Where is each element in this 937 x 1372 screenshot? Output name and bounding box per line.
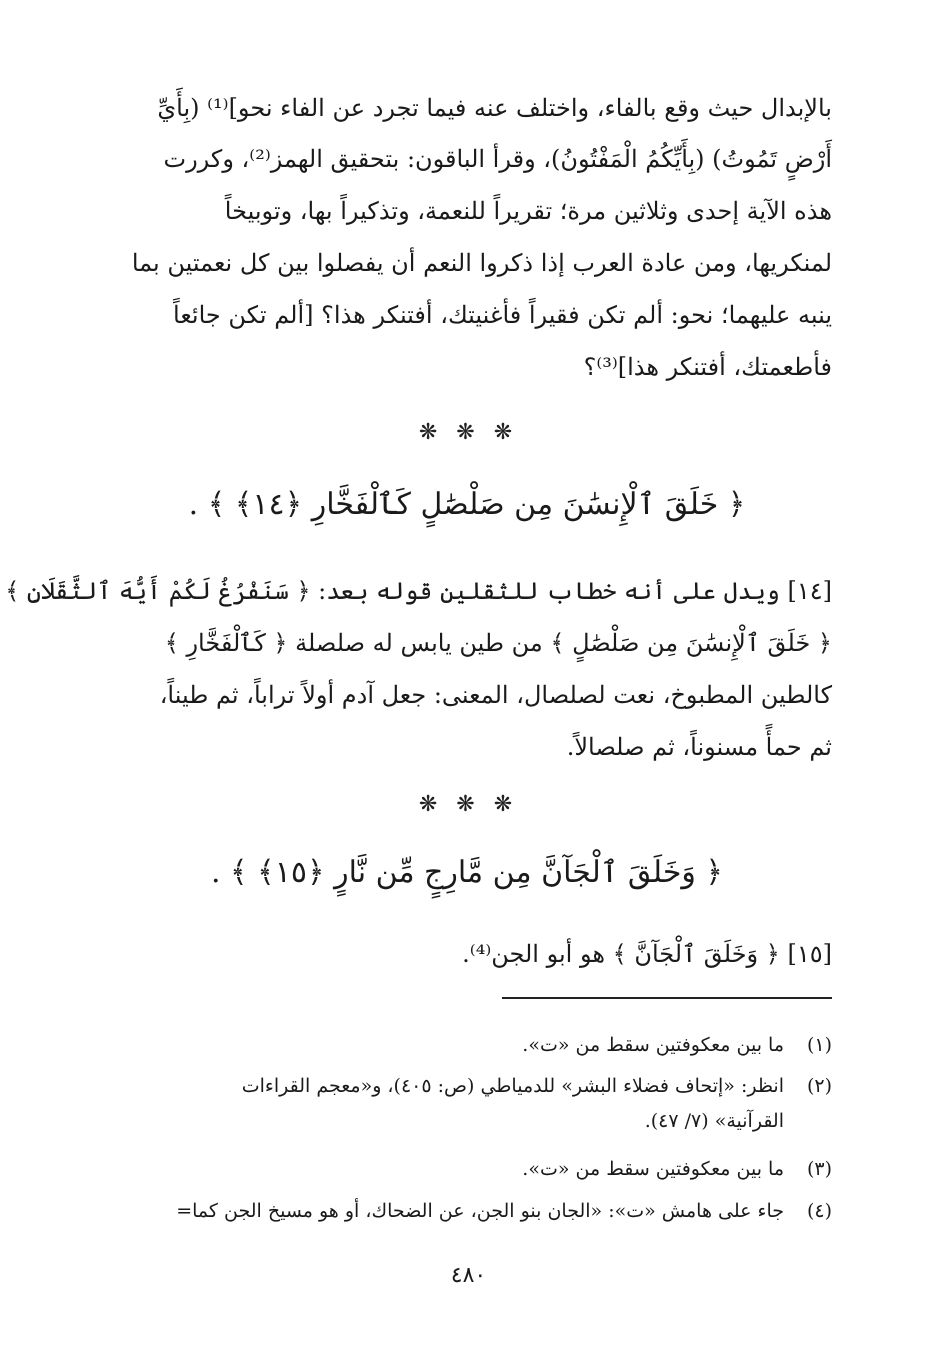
section-separator: ❋ ❋ ❋	[418, 420, 519, 445]
text-line: ينبه عليهما؛ نحو: ألم تكن فقيراً فأغنيتك، أفتنكر هذا؟ [ألم تكن جائعاً	[173, 301, 832, 329]
footnote-number: (١)	[806, 1034, 832, 1056]
paragraph-2	[5, 565, 832, 773]
text-line: هذه الآية إحدى وثلاثين مرة؛ تقريراً للنعمة، وتذكيراً بها، وتوبيخاً	[224, 197, 832, 225]
text-line: [١٥] ﴿ وَخَلَقَ ٱلْجَآنَّ ﴾ هو أبو الجن⁽⁴⁾.	[462, 940, 832, 968]
text-line: ﴿ خَلَقَ ٱلْإِنسَٰنَ مِن صَلْصَٰلٍ ﴾ من طين يابس له صلصلة ﴿ كَٱلْفَخَّارِ ﴾	[164, 629, 832, 657]
footnote-text: ما بين معكوفتين سقط من «ت».	[522, 1158, 784, 1180]
footnote-4	[97, 1199, 832, 1224]
text-line: ثم حمأً مسنوناً، ثم صلصالاً.	[566, 733, 832, 761]
footnote-2	[97, 1074, 832, 1133]
footnote-text: جاء على هامش «ت»: «الجان بنو الجن، عن الضحاك، أو هو مسيخ الجن كما=	[176, 1200, 784, 1222]
text-line: لمنكريها، ومن عادة العرب إذا ذكروا النعم أن يفصلوا بين كل نعمتين بما	[131, 249, 832, 277]
footnote-text: ما بين معكوفتين سقط من «ت».	[522, 1034, 784, 1056]
quran-verse-15: ﴿ وَخَلَقَ ٱلْجَآنَّ مِن مَّارِجٍ مِّن نَّارٍ ﴿١٥﴾ ﴾ .	[210, 855, 723, 890]
footnote-divider	[502, 997, 832, 999]
footnote-3	[97, 1157, 832, 1182]
paragraph-3	[97, 928, 832, 980]
footnote-number: (٤)	[806, 1200, 832, 1222]
text-line: بالإبدال حيث وقع بالفاء، واختلف عنه فيما تجرد عن الفاء نحو]⁽¹⁾ (بِأَيِّ	[157, 94, 832, 122]
text-line: [١٤] ويدل على أنه خطاب للثقلين قوله بعد: ﴿ سَنَفْرُغُ لَكُمْ أَيُّهَ ٱلثَّقَلَانِ ﴾	[5, 577, 832, 605]
footnote-1	[97, 1033, 832, 1058]
text-line: فأطعمتك، أفتنكر هذا]⁽³⁾؟	[583, 353, 832, 381]
text-line: أَرْضٍ تَمُوتُ) (بِأَيِّكُمُ الْمَفْتُونُ)، وقرأ الباقون: بتحقيق الهمز⁽²⁾، وكررت	[163, 145, 832, 173]
text-line: كالطين المطبوخ، نعت لصلصال، المعنى: جعل آدم أولاً تراباً، ثم طيناً،	[159, 681, 832, 709]
section-separator: ❋ ❋ ❋	[418, 792, 519, 817]
footnote-text: انظر: «إتحاف فضلاء البشر» للدمياطي (ص: ٤٠٥)، و«معجم القراءات	[241, 1075, 784, 1097]
page-number: ٤٨٠	[450, 1263, 487, 1288]
quran-verse-14: ﴿ خَلَقَ ٱلْإِنسَٰنَ مِن صَلْصَٰلٍ كَٱلْفَخَّارِ ﴿١٤﴾ ﴾ .	[188, 487, 746, 522]
paragraph-1	[97, 83, 832, 393]
footnote-continuation: القرآنية» (٧/ ٤٧).	[644, 1109, 784, 1132]
footnote-number: (٢)	[806, 1075, 832, 1097]
footnote-number: (٣)	[806, 1158, 832, 1180]
